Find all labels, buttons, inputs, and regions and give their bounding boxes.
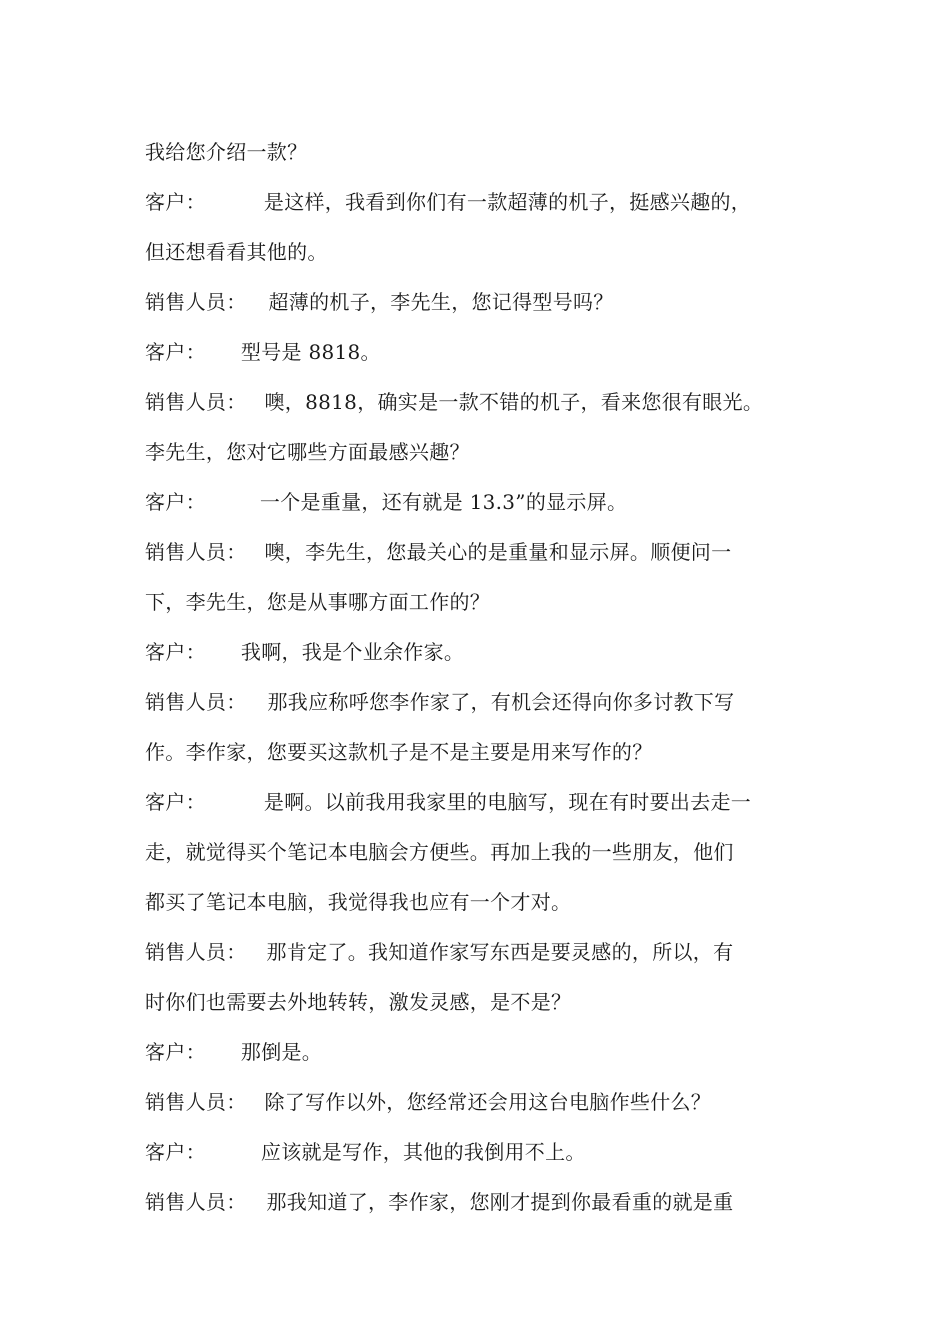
speech-text: 型号是 8818。 (240, 340, 381, 364)
dialogue-line (145, 1032, 825, 1082)
speaker-label: 客户： (145, 1040, 206, 1064)
dialogue-line (145, 282, 825, 332)
speaker-label: 销售人员： (145, 1190, 247, 1214)
speaker-label: 客户： (145, 490, 206, 514)
line-text: 下，李先生，您是从事哪方面工作的？ (145, 590, 491, 614)
dialogue-line (145, 482, 825, 532)
speaker-label: 客户： (145, 640, 206, 664)
dialogue-text (145, 132, 825, 1232)
speaker-label: 销售人员： (145, 940, 247, 964)
line-text: 但还想看看其他的。 (145, 240, 328, 264)
dialogue-line (145, 182, 825, 232)
speaker-label: 客户： (145, 190, 206, 214)
line-text: 我给您介绍一款？ (145, 140, 308, 164)
line-text: 走，就觉得买个笔记本电脑会方便些。再加上我的一些朋友，他们 (145, 840, 734, 864)
speech-text: 除了写作以外，您经常还会用这台电脑作些什么？ (264, 1090, 712, 1114)
speech-text: 那肯定了。我知道作家写东西是要灵感的，所以，有 (266, 940, 734, 964)
speech-text: 是这样，我看到你们有一款超薄的机子，挺感兴趣的， (263, 190, 752, 214)
dialogue-line (145, 782, 825, 832)
paragraph-line (145, 432, 825, 482)
speaker-label: 销售人员： (145, 390, 247, 414)
paragraph-line (145, 732, 825, 782)
dialogue-line (145, 382, 825, 432)
speaker-label: 客户： (145, 340, 206, 364)
speaker-label: 客户： (145, 790, 206, 814)
speech-text: 那我应称呼您李作家了，有机会还得向你多讨教下写 (267, 690, 735, 714)
line-text: 李先生，您对它哪些方面最感兴趣？ (145, 440, 470, 464)
dialogue-line (145, 932, 825, 982)
paragraph-line (145, 832, 825, 882)
speech-text: 我啊，我是个业余作家。 (240, 640, 465, 664)
speech-text: 噢，李先生，您最关心的是重量和显示屏。顺便问一 (264, 540, 732, 564)
speaker-label: 销售人员： (145, 540, 247, 564)
dialogue-line (145, 1132, 825, 1182)
paragraph-line (145, 232, 825, 282)
dialogue-line (145, 1082, 825, 1132)
speaker-label: 销售人员： (145, 690, 247, 714)
speaker-label: 销售人员： (145, 1090, 247, 1114)
dialogue-line (145, 632, 825, 682)
dialogue-line (145, 532, 825, 582)
line-text: 都买了笔记本电脑，我觉得我也应有一个才对。 (145, 890, 572, 914)
speech-text: 噢，8818，确实是一款不错的机子，看来您很有眼光。 (264, 390, 764, 414)
line-text: 作。李作家，您要买这款机子是不是主要是用来写作的？ (145, 740, 653, 764)
line-text: 时你们也需要去外地转转，激发灵感，是不是？ (145, 990, 572, 1014)
speech-text: 那我知道了，李作家，您刚才提到你最看重的就是重 (266, 1190, 734, 1214)
speech-text: 超薄的机子，李先生，您记得型号吗？ (268, 290, 614, 314)
paragraph-line (145, 132, 825, 182)
dialogue-line (145, 1182, 825, 1232)
paragraph-line (145, 882, 825, 932)
speaker-label: 销售人员： (145, 290, 247, 314)
paragraph-line (145, 582, 825, 632)
dialogue-line (145, 682, 825, 732)
speech-text: 应该就是写作，其他的我倒用不上。 (260, 1140, 586, 1164)
speaker-label: 客户： (145, 1140, 206, 1164)
speech-text: 是啊。以前我用我家里的电脑写，现在有时要出去走一 (263, 790, 752, 814)
paragraph-line (145, 982, 825, 1032)
speech-text: 那倒是。 (240, 1040, 323, 1064)
speech-text: 一个是重量，还有就是 13.3”的显示屏。 (259, 490, 628, 514)
dialogue-line (145, 332, 825, 382)
